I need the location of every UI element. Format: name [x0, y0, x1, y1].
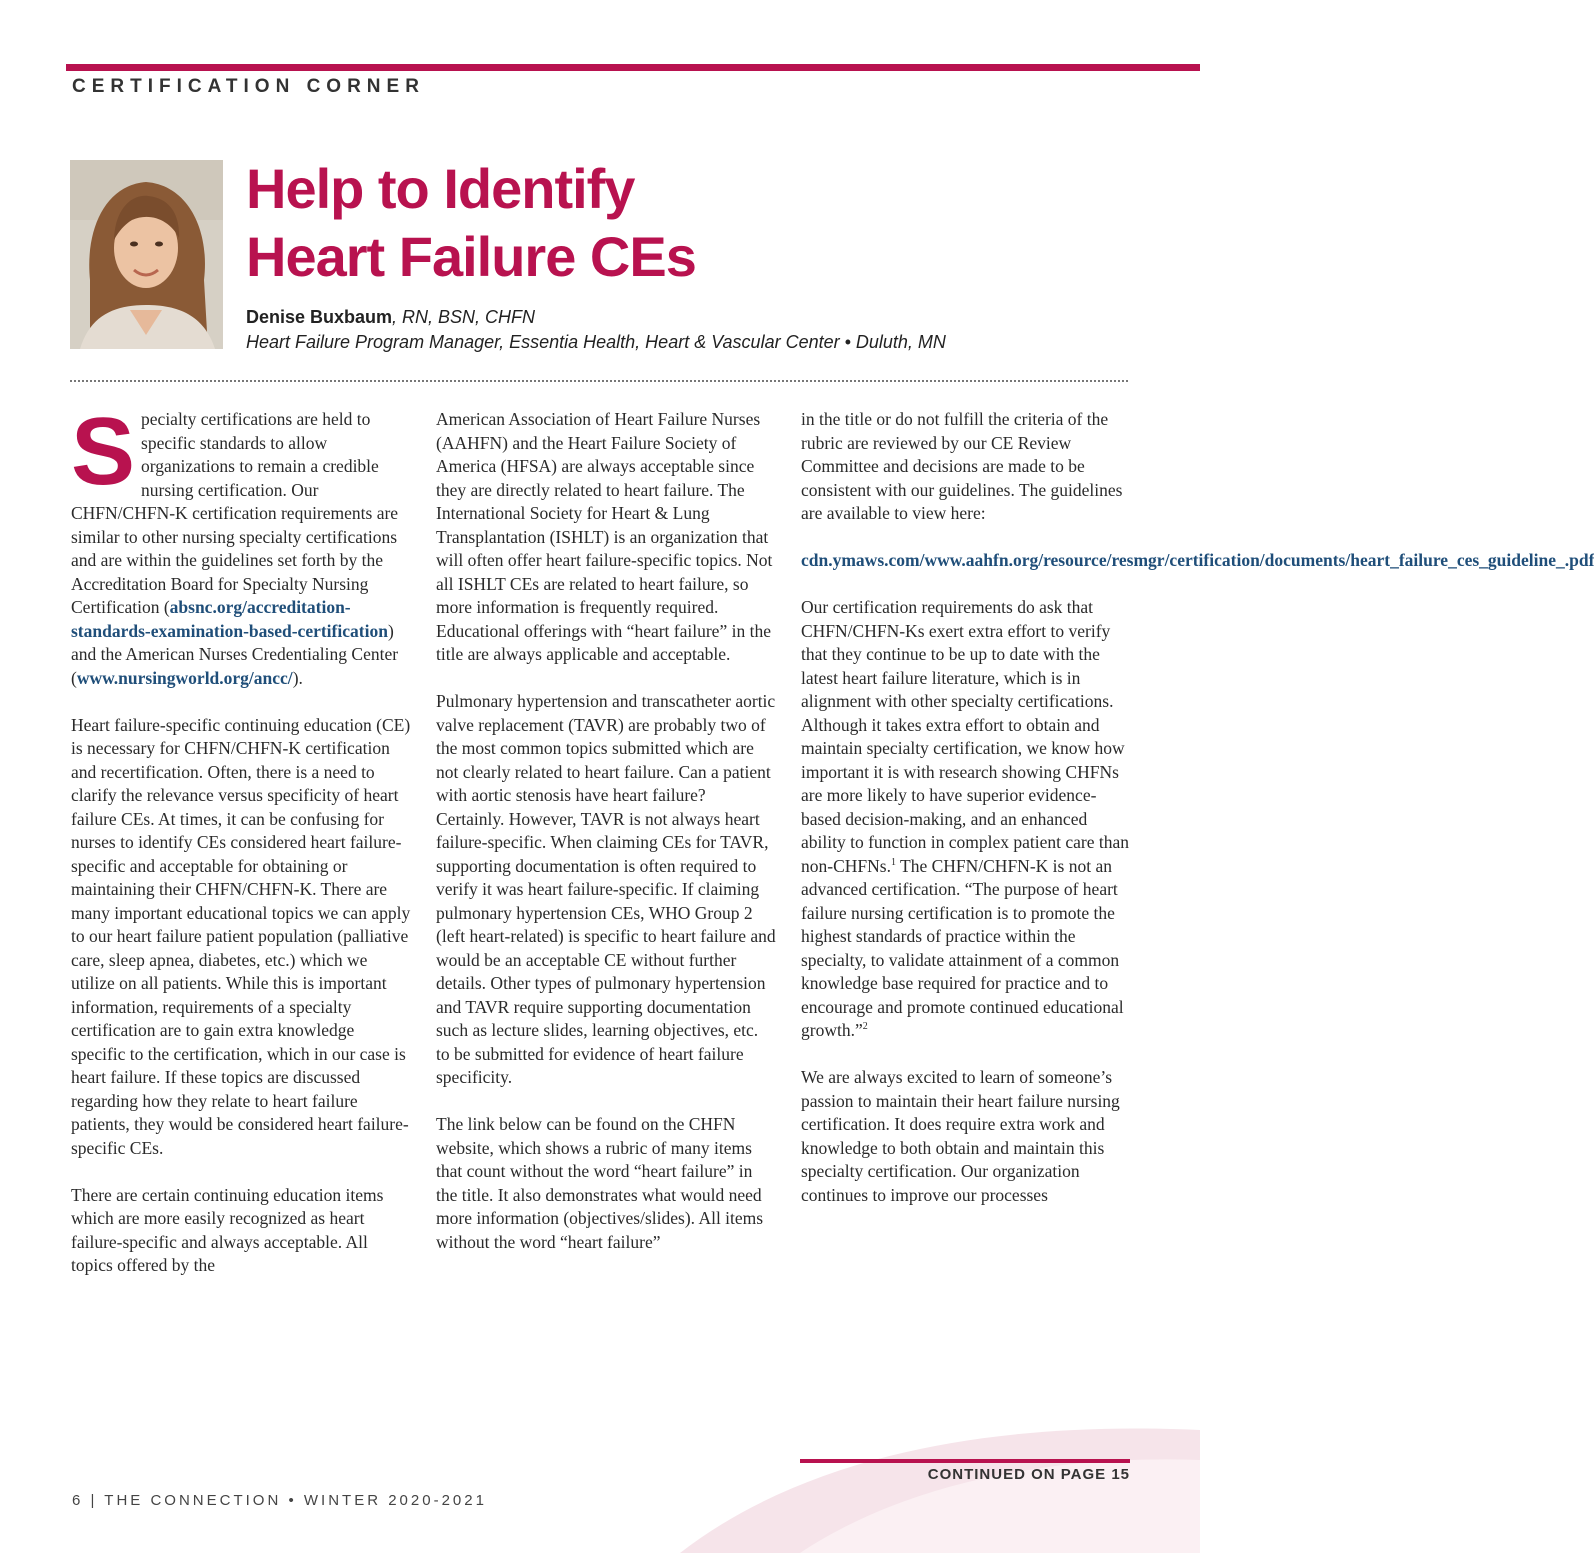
footnote-ref-1: 1: [890, 856, 896, 868]
author-byline: [246, 305, 535, 329]
column-3: [801, 408, 1594, 1231]
paragraph: Pulmonary hypertension and transcatheter aortic valve replacement (TAVR) are probably two of the most common topics submitted which are not clearly related to heart failure. Can a patient with aortic stenosis have heart failure? Certainly. However, TAVR is not always heart failure-specific. When claiming CEs for TAVR, supporting documentation is often required to verify it was heart failure-specific. If claiming pulmonary hypertension CEs, WHO Group 2 (left heart-related) is specific to heart failure and would be an acceptable CE without further details. Other types of pulmonary hypertension and TAVR require supporting documentation such as lecture slides, learning objectives, etc. to be submitted for evidence of heart failure specificity.: [436, 691, 776, 1087]
absnc-link[interactable]: absnc.org/accreditation-standards-examination-based-certification: [71, 597, 388, 641]
paragraph: in the title or do not fulfill the criteria of the rubric are reviewed by our CE Review Committee and decisions are made to be consistent with our guidelines. The guidelines are available to view here:: [801, 409, 1123, 523]
paragraph: American Association of Heart Failure Nurses (AAHFN) and the Heart Failure Society of America (HFSA) are always acceptable since they are directly related to heart failure. The International Society for Heart & Lung Transplantation (ISHLT) is an organization that will often offer heart failure-specific topics. Not all ISHLT CEs are related to heart failure, so more information is frequently required. Educational offerings with “heart failure” in the title are always applicable and acceptable.: [436, 409, 773, 664]
drop-cap: S: [71, 398, 136, 505]
column-1: [71, 398, 411, 1301]
paragraph: The link below can be found on the CHFN website, which shows a rubric of many items that count without the word “heart failure” in the title. It also demonstrates what would need more information (objectives/slides). All items without the word “heart failure”: [436, 1114, 764, 1252]
guidelines-link[interactable]: cdn.ymaws.com/www.aahfn.org/resource/resmgr/certification/documents/heart_failure_ces_guideline_.pdf: [801, 550, 1594, 570]
paragraph: Specialty certifications are held to specific standards to allow organizations to remain a credible nursing certification. Our CHFN/CHFN-K certification requirements are similar to other nursing specialty certifications and are within the guidelines set forth by the Accreditation Board for Specialty Nursing Certification (absnc.org/accreditation-standards-examination-based-certification) and the American Nurses Credentialing Center (www.nursingworld.org/ancc/).: [71, 398, 399, 688]
footnote-ref-2: 2: [862, 1021, 868, 1033]
author-credentials: , RN, BSN, CHFN: [392, 307, 536, 327]
title-line-1: Help to Identify: [246, 157, 635, 220]
author-affiliation: Heart Failure Program Manager, Essentia Health, Heart & Vascular Center • Duluth, MN: [246, 332, 946, 352]
paragraph: We are always excited to learn of someone’s passion to maintain their heart failure nursing certification. It does require extra work and knowledge to both obtain and maintain this specialty certification. Our organization continues to improve our processes: [801, 1067, 1120, 1205]
author-name: Denise Buxbaum: [246, 307, 393, 327]
decorative-swoosh: [680, 1280, 1200, 1553]
paragraph: Heart failure-specific continuing education (CE) is necessary for CHFN/CHFN-K certification and recertification. Often, there is a need to clarify the relevance versus specificity of heart failure CEs. At times, it can be confusing for nurses to identify CEs considered heart failure-specific and acceptable for obtaining or maintaining their CHFN/CHFN-K. There are many important educational topics we can apply to our heart failure patient population (palliative care, sleep apnea, diabetes, etc.) which we utilize on all patients. While this is important information, requirements of a specialty certification are to gain extra knowledge specific to the certification, which in our case is heart failure. If these topics are discussed regarding how they relate to heart failure patients, they would be considered heart failure-specific CEs.: [71, 714, 411, 1158]
continued-label[interactable]: CONTINUED ON PAGE 15: [927, 1466, 1130, 1483]
column-2: [436, 408, 776, 1278]
dotted-divider: [70, 380, 1128, 382]
page-footer: 6 | THE CONNECTION • WINTER 2020-2021: [72, 1492, 487, 1509]
author-photo: [70, 160, 223, 349]
paragraph: There are certain continuing education items which are more easily recognized as heart failure-specific and always acceptable. All topics offered by the: [71, 1184, 384, 1275]
nursingworld-link[interactable]: www.nursingworld.org/ancc/: [76, 667, 293, 688]
article-title: [246, 155, 696, 291]
paragraph: Our certification requirements do ask that CHFN/CHFN-Ks exert extra effort to verify that they continue to be up to date with the latest heart failure literature, which is in alignment with other specialty certifications. Although it takes extra effort to obtain and maintain specialty certification, we know how important it is with research showing CHFNs are more likely to have superior evidence-based decision-making, and an enhanced ability to function in complex patient care than non-CHFNs.$^1$ The CHFN/CHFN-K is not an advanced certification. “The purpose of heart failure nursing certification is to promote the highest standards of practice within the specialty, to validate attainment of a common knowledge base required for practice and to encourage and promote continued educational growth.”$^2$: [801, 597, 1130, 1040]
top-accent-bar: [66, 64, 1200, 71]
section-label: CERTIFICATION CORNER: [72, 76, 425, 97]
title-line-2: Heart Failure CEs: [246, 225, 696, 288]
continued-bar: [800, 1459, 1130, 1463]
paragraph: [801, 549, 1594, 573]
